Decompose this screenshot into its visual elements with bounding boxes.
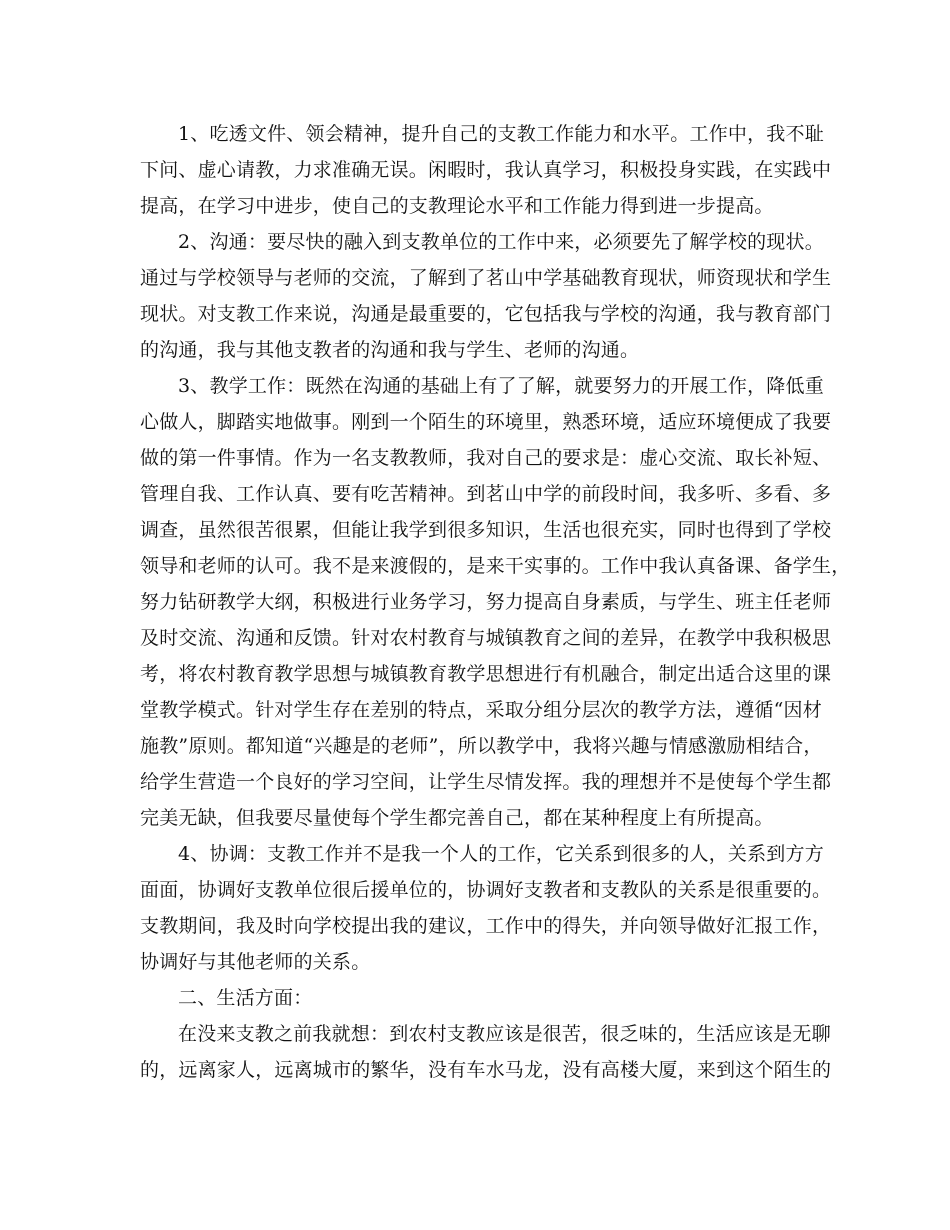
text-line: 管理自我、工作认真、要有吃苦精神。到茗山中学的前段时间，我多听、多看、多 bbox=[140, 483, 832, 505]
paragraph bbox=[140, 1016, 832, 1088]
text-line: 下问、虚心请教，力求准确无误。闲暇时，我认真学习，积极投身实践，在实践中 bbox=[140, 159, 832, 181]
text-line: 4、协调：支教工作并不是我一个人的工作，它关系到很多的人，关系到方方 bbox=[178, 843, 824, 865]
text-line: 二、生活方面： bbox=[178, 987, 313, 1009]
text-line: 3、教学工作：既然在沟通的基础上有了了解，就要努力的开展工作，降低重 bbox=[178, 375, 824, 397]
paragraph bbox=[140, 224, 832, 368]
text-line: 及时交流、沟通和反馈。针对农村教育与城镇教育之间的差异，在教学中我积极思 bbox=[140, 627, 832, 649]
text-line: 在没来支教之前我就想：到农村支教应该是很苦，很乏味的，生活应该是无聊 bbox=[178, 1023, 831, 1045]
text-line: 考，将农村教育教学思想与城镇教育教学思想进行有机融合，制定出适合这里的课 bbox=[140, 663, 832, 685]
text-line: 给学生营造一个良好的学习空间，让学生尽情发挥。我的理想并不是使每个学生都 bbox=[140, 771, 832, 793]
text-line: 提高，在学习中进步，使自己的支教理论水平和工作能力得到进一步提高。 bbox=[140, 195, 774, 217]
text-line: 1、吃透文件、领会精神，提升自己的支教工作能力和水平。工作中，我不耻 bbox=[178, 123, 824, 145]
paragraph bbox=[140, 836, 832, 980]
text-line: 心做人，脚踏实地做事。刚到一个陌生的环境里，熟悉环境，适应环境便成了我要 bbox=[140, 411, 832, 433]
text-line: 通过与学校领导与老师的交流，了解到了茗山中学基础教育现状，师资现状和学生 bbox=[140, 267, 832, 289]
text-line: 的，远离家人，远离城市的繁华，没有车水马龙，没有高楼大厦，来到这个陌生的 bbox=[140, 1059, 832, 1081]
paragraph bbox=[140, 980, 816, 1016]
paragraph bbox=[140, 368, 851, 836]
text-line: 努力钻研教学大纲，积极进行业务学习，努力提高自身素质，与学生、班主任老师 bbox=[140, 591, 832, 613]
text-line: 支教期间，我及时向学校提出我的建议，工作中的得失，并向领导做好汇报工作， bbox=[140, 915, 832, 937]
text-line: 2、沟通：要尽快的融入到支教单位的工作中来，必须要先了解学校的现状。 bbox=[178, 231, 824, 253]
paragraph bbox=[140, 116, 832, 224]
text-line: 协调好与其他老师的关系。 bbox=[140, 951, 371, 973]
text-line: 做的第一件事情。作为一名支教教师，我对自己的要求是：虚心交流、取长补短、 bbox=[140, 447, 832, 469]
text-line: 面面，协调好支教单位很后援单位的，协调好支教者和支教队的关系是很重要的。 bbox=[140, 879, 832, 901]
text-line: 堂教学模式。针对学生存在差别的特点，采取分组分层次的教学方法，遵循“因材 bbox=[140, 699, 822, 721]
text-line: 调查，虽然很苦很累，但能让我学到很多知识，生活也很充实，同时也得到了学校 bbox=[140, 519, 832, 541]
text-line: 现状。对支教工作来说，沟通是最重要的，它包括我与学校的沟通，我与教育部门 bbox=[140, 303, 832, 325]
text-line: 领导和老师的认可。我不是来渡假的，是来干实事的。工作中我认真备课、备学生， bbox=[140, 555, 851, 577]
text-line: 完美无缺，但我要尽量使每个学生都完善自己，都在某种程度上有所提高。 bbox=[140, 807, 774, 829]
document-body bbox=[140, 116, 851, 1088]
text-line: 的沟通，我与其他支教者的沟通和我与学生、老师的沟通。 bbox=[140, 339, 640, 361]
text-line: 施教”原则。都知道“兴趣是的老师”，所以教学中，我将兴趣与情感激励相结合， bbox=[140, 735, 823, 757]
